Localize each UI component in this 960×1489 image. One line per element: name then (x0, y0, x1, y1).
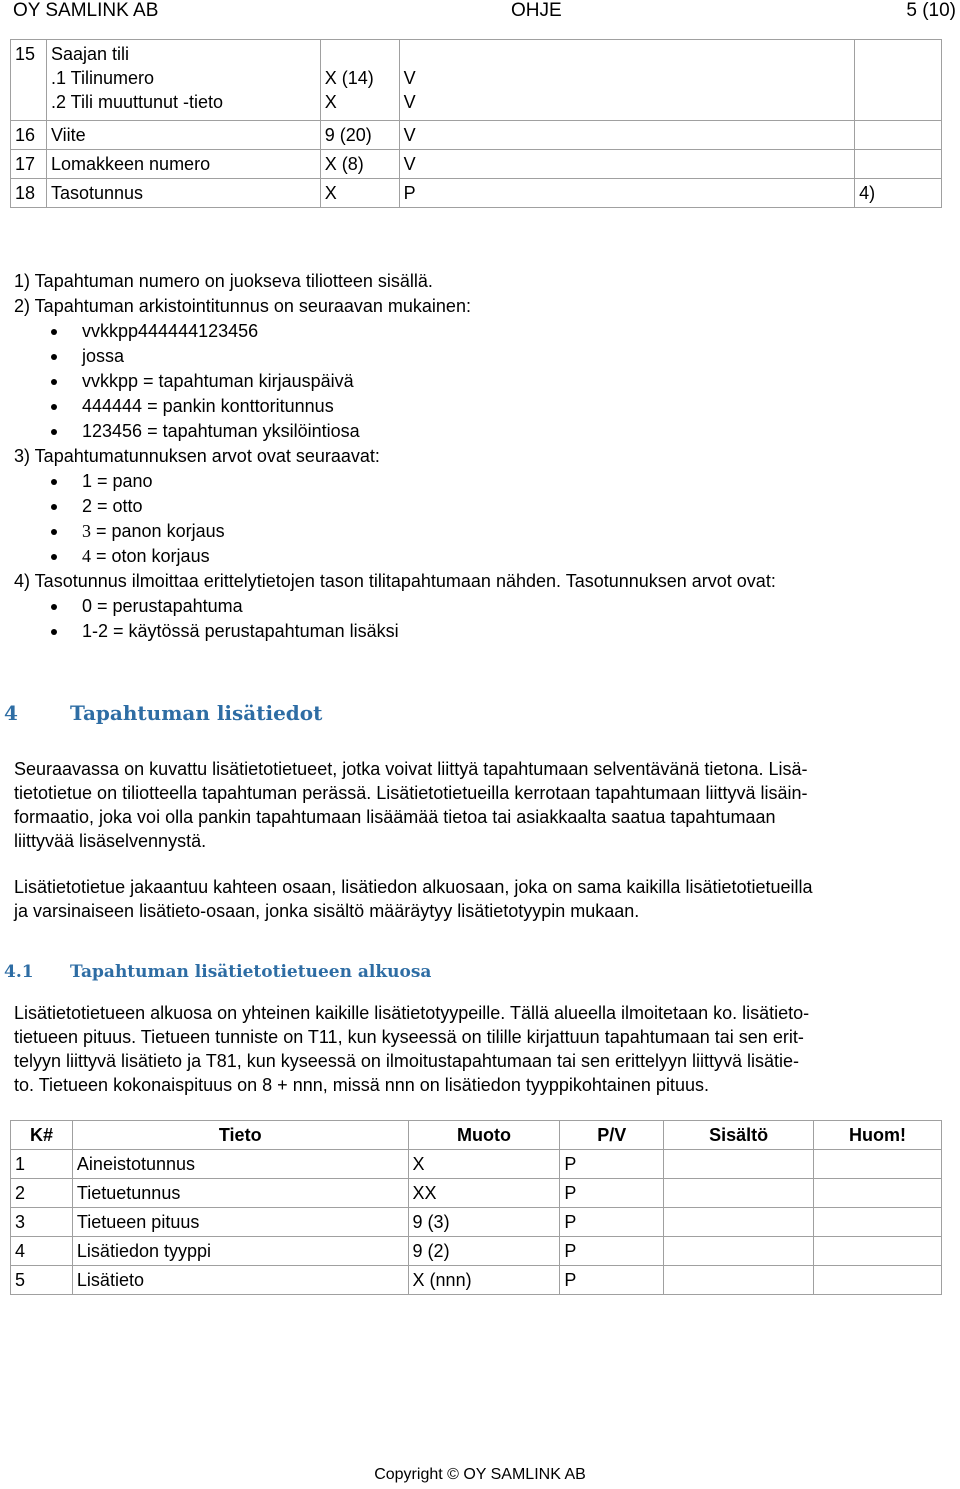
list-item: jossa (14, 344, 944, 369)
field-pv: V (399, 150, 854, 179)
paragraph (14, 757, 944, 853)
paragraph-line: Lisätietotietue jakaantuu kahteen osaan, lisätiedon alkuosaan, joka on sama kaikilla lisätietotietueilla (14, 877, 813, 897)
table-row (11, 150, 942, 179)
list-item: 444444 = pankin konttoritunnus (14, 394, 944, 419)
list-item: vvkkpp = tapahtuman kirjauspäivä (14, 369, 944, 394)
paragraph (14, 875, 944, 923)
note-2: 2) Tapahtuman arkistointitunnus on seuraavan mukainen: (14, 296, 471, 316)
column-header: Tieto (72, 1121, 408, 1150)
field-table-continued (10, 39, 942, 208)
list-item: 1-2 = käytössä perustapahtuman lisäksi (14, 619, 944, 644)
code-label: = pano (92, 471, 153, 491)
table-row (11, 1208, 942, 1237)
cell-format: X (nnn) (408, 1266, 560, 1295)
section-title: Tapahtuman lisätietotietueen alkuosa (70, 962, 432, 982)
page-footer (0, 1466, 960, 1484)
field-number: 18 (11, 179, 47, 208)
list-item (14, 544, 944, 569)
code-value: 2 (82, 496, 93, 516)
paragraph-line: Seuraavassa on kuvattu lisätietotietueet, jotka voivat liittyä tapahtumaan selventävänä tietona. Lisä- (14, 759, 808, 779)
field-name: Saajan tili .1 Tilinumero .2 Tili muuttunut -tieto (46, 40, 320, 121)
field-number: 15 (11, 40, 47, 121)
header-page-number: 5 (10) (906, 0, 956, 21)
column-header: K# (11, 1121, 73, 1150)
cell-content (664, 1150, 814, 1179)
cell-format: XX (408, 1179, 560, 1208)
field-name: Tasotunnus (46, 179, 320, 208)
table-row (11, 1150, 942, 1179)
table-row (11, 1237, 942, 1266)
table-header-row (11, 1121, 942, 1150)
cell-field: Lisätieto (72, 1266, 408, 1295)
paragraph-line: tietotietue on tiliotteella tapahtuman perässä. Lisätietotietueilla kerrotaan tapahtumaan liittyvä lisäin- (14, 783, 808, 803)
list-item (14, 469, 944, 494)
paragraph-line: Lisätietotietueen alkuosa on yhteinen kaikille lisätietotyypeille. Tällä alueella ilmoitetaan ko. lisätieto- (14, 1003, 810, 1023)
cell-note (814, 1179, 942, 1208)
field-note (855, 121, 942, 150)
section-title: Tapahtuman lisätiedot (70, 701, 323, 725)
column-header: P/V (560, 1121, 664, 1150)
note-1: 1) Tapahtuman numero on juokseva tiliotteen sisällä. (14, 271, 433, 291)
list-item (14, 519, 944, 544)
section-number: 4.1 (4, 962, 34, 982)
cell-pv: P (560, 1179, 664, 1208)
field-pv: P (399, 179, 854, 208)
field-name: Lomakkeen numero (46, 150, 320, 179)
paragraph-line: formaatio, joka voi olla pankin tapahtumaan lisäämää tietoa tai asiakkaalta saatua tapahtumaan (14, 807, 776, 827)
cell-number: 3 (11, 1208, 73, 1237)
note-3: 3) Tapahtumatunnuksen arvot ovat seuraavat: (14, 446, 380, 466)
cell-format: 9 (3) (408, 1208, 560, 1237)
section-number: 4 (4, 701, 18, 725)
cell-pv: P (560, 1150, 664, 1179)
field-note: 4) (855, 179, 942, 208)
field-format: 9 (20) (320, 121, 399, 150)
table-row (11, 1179, 942, 1208)
field-pv: V V (399, 40, 854, 121)
cell-content (664, 1266, 814, 1295)
cell-field: Tietuetunnus (72, 1179, 408, 1208)
field-number: 16 (11, 121, 47, 150)
cell-format: X (408, 1150, 560, 1179)
field-format: X (14) X (320, 40, 399, 121)
code-label: = oton korjaus (91, 546, 210, 566)
field-note (855, 40, 942, 121)
column-header: Muoto (408, 1121, 560, 1150)
paragraph-line: liittyvää lisäselvennystä. (14, 831, 207, 851)
code-value: 3 (82, 521, 91, 541)
note-4: 4) Tasotunnus ilmoittaa erittelytietojen tason tilitapahtumaan nähden. Tasotunnuksen arvot ovat: (14, 571, 776, 591)
cell-number: 4 (11, 1237, 73, 1266)
copyright-text: Copyright © OY SAMLINK AB (374, 1466, 586, 1483)
section-heading-4-1 (4, 962, 431, 982)
list-item: 0 = perustapahtuma (14, 594, 944, 619)
list-item: vvkkpp444444123456 (14, 319, 944, 344)
cell-pv: P (560, 1266, 664, 1295)
table-row (11, 1266, 942, 1295)
page-header (0, 0, 960, 24)
cell-pv: P (560, 1237, 664, 1266)
header-doc-type: OHJE (511, 0, 562, 21)
cell-note (814, 1150, 942, 1179)
header-record-table (10, 1120, 942, 1295)
cell-number: 1 (11, 1150, 73, 1179)
field-pv: V (399, 121, 854, 150)
field-format: X (8) (320, 150, 399, 179)
paragraph (14, 1001, 944, 1097)
cell-content (664, 1179, 814, 1208)
paragraph-line: tietueen pituus. Tietueen tunniste on T11, kun kyseessä on tilille kirjattuun tapahtumaan tai sen erit- (14, 1027, 804, 1047)
list-item: 123456 = tapahtuman yksilöintiosa (14, 419, 944, 444)
cell-field: Lisätiedon tyyppi (72, 1237, 408, 1266)
cell-field: Tietueen pituus (72, 1208, 408, 1237)
header-company: OY SAMLINK AB (13, 0, 159, 21)
cell-format: 9 (2) (408, 1237, 560, 1266)
column-header: Huom! (814, 1121, 942, 1150)
cell-note (814, 1208, 942, 1237)
table-row (11, 121, 942, 150)
cell-note (814, 1237, 942, 1266)
column-header: Sisältö (664, 1121, 814, 1150)
code-value: 4 (82, 546, 91, 566)
section-heading-4 (4, 701, 322, 725)
footnotes (14, 269, 944, 644)
cell-content (664, 1237, 814, 1266)
cell-pv: P (560, 1208, 664, 1237)
table-row (11, 179, 942, 208)
code-value: 1 (82, 471, 93, 491)
paragraph-line: ja varsinaiseen lisätieto-osaan, jonka sisältö määräytyy lisätietotyypin mukaan. (14, 901, 640, 921)
field-name: Viite (46, 121, 320, 150)
field-note (855, 150, 942, 179)
code-label: = panon korjaus (91, 521, 225, 541)
field-number: 17 (11, 150, 47, 179)
code-label: = otto (92, 496, 143, 516)
cell-note (814, 1266, 942, 1295)
cell-number: 2 (11, 1179, 73, 1208)
cell-content (664, 1208, 814, 1237)
list-item (14, 494, 944, 519)
cell-number: 5 (11, 1266, 73, 1295)
paragraph-line: to. Tietueen kokonaispituus on 8 + nnn, missä nnn on lisätiedon tyyppikohtainen pituus. (14, 1075, 709, 1095)
paragraph-line: telyyn liittyvä lisätieto ja T81, kun kyseessä on ilmoitustapahtumaan tai sen erittelyyn liittyvä lisätie- (14, 1051, 800, 1071)
cell-field: Aineistotunnus (72, 1150, 408, 1179)
table-row (11, 40, 942, 121)
field-format: X (320, 179, 399, 208)
